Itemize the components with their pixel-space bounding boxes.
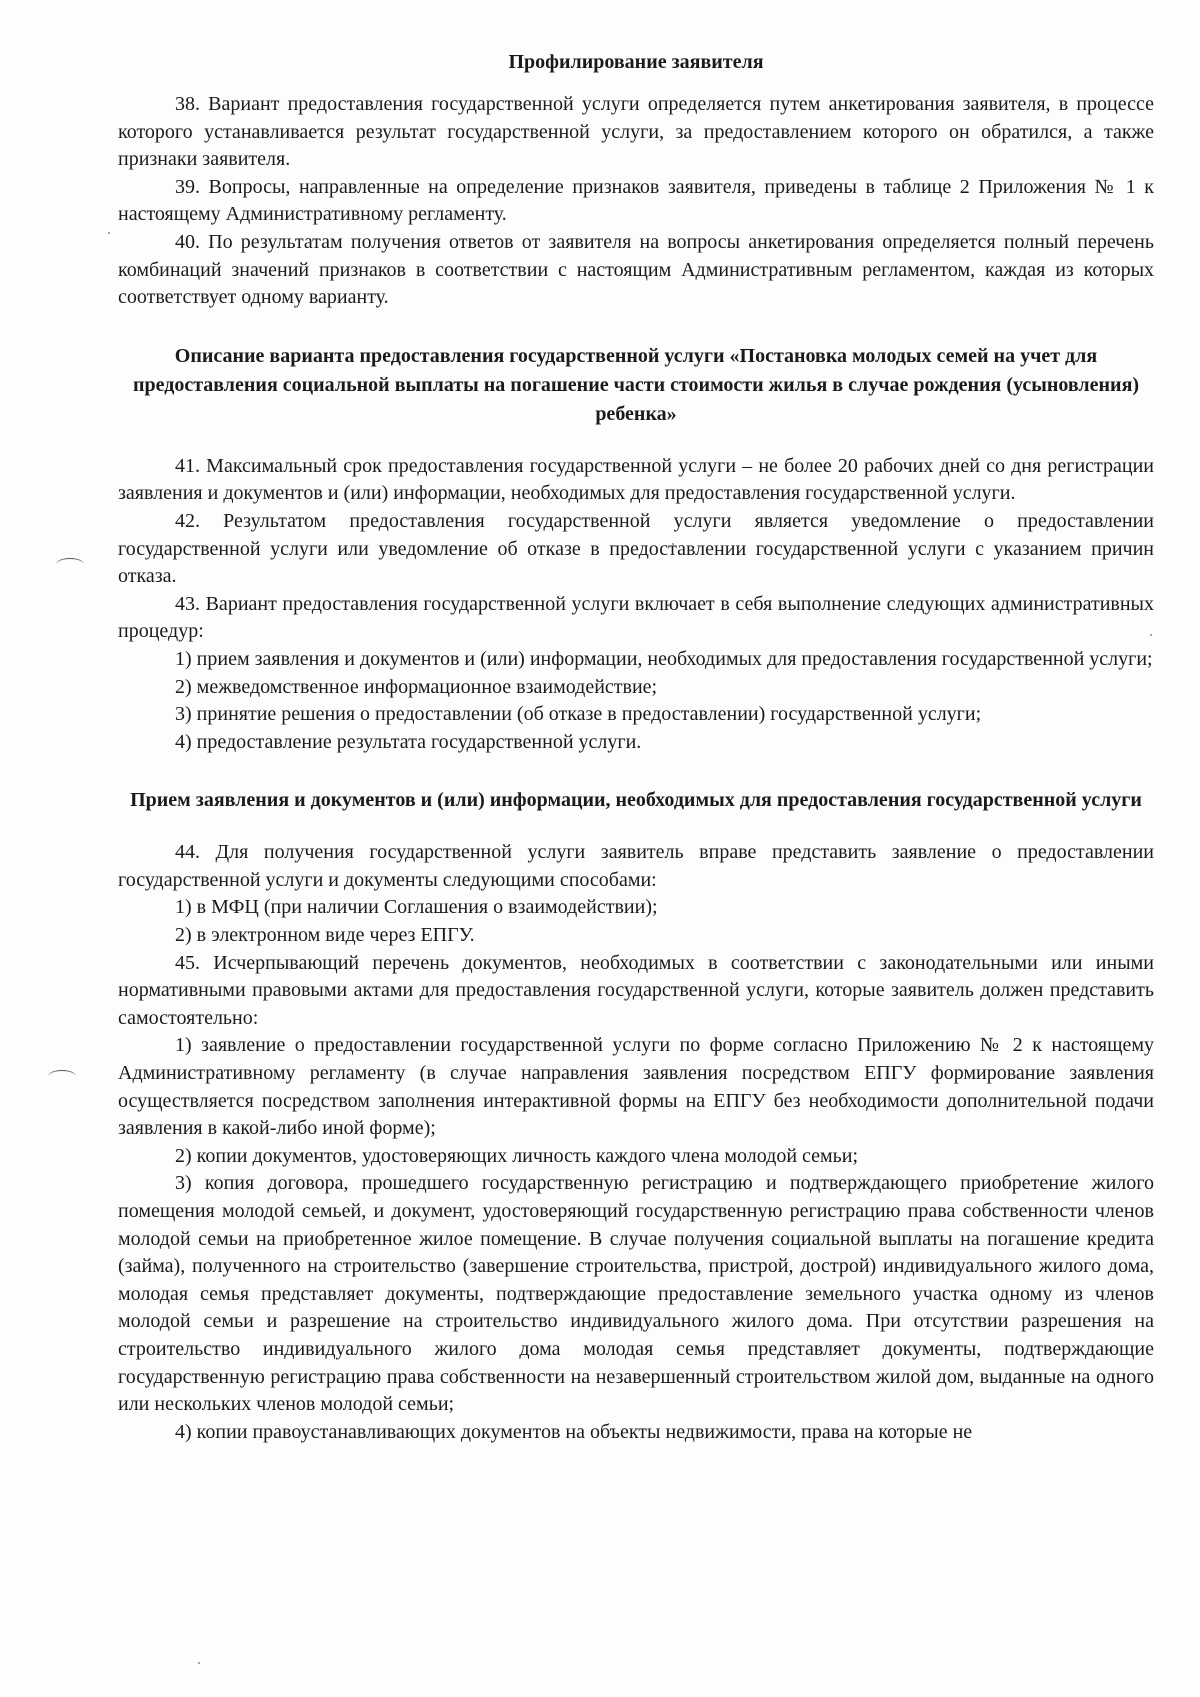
scan-speck: [198, 1662, 200, 1664]
margin-mark: [48, 1070, 76, 1083]
list-item-45-3: 3) копия договора, прошедшего государственную регистрацию и подтверждающего приобретение жилого помещения молодой семьей, и документ, удостоверяющий государственную регистрацию права собственности членов молодой семьи на приобретенное жилое помещение. В случае получения социальной выплаты на погашение кредита (займа), полученного на строительство (завершение строительства, пристрой, дострой) индивидуального жилого дома, молодая семья представляет документы, подтверждающие предоставление земельного участка одному из членов молодой семьи и разрешение на строительство индивидуального жилого дома. При отсутствии разрешения на строительство индивидуального жилого дома молодая семья представляет документы, подтверждающие государственную регистрацию права собственности на незавершенный строительством жилой дом, выданные на одного или нескольких членов молодой семьи;: [118, 1172, 1154, 1416]
section-heading-reception: Прием заявления и документов и (или) информации, необходимых для предоставления государственной услуги: [130, 789, 1142, 812]
list-item-43-2: 2) межведомственное информационное взаимодействие;: [175, 675, 658, 698]
scan-speck: [108, 232, 110, 234]
paragraph-42: 42. Результатом предоставления государственной услуги является уведомление о предоставлении государственной услуги или уведомление об отказе в предоставлении государственной услуги с указанием причин отказа.: [118, 509, 1154, 588]
list-item-44-2: 2) в электронном виде через ЕПГУ.: [175, 924, 475, 947]
paragraph-45: 45. Исчерпывающий перечень документов, необходимых в соответствии с законодательными или иными нормативными правовыми актами для предоставления государственной услуги, которые заявитель должен представить самостоятельно:: [118, 951, 1154, 1029]
paragraph-43: 43. Вариант предоставления государственной услуги включает в себя выполнение следующих административных процедур:: [118, 592, 1154, 643]
list-item-43-1: 1) прием заявления и документов и (или) информации, необходимых для предоставления государственной услуги;: [175, 647, 1153, 670]
list-item-43-3: 3) принятие решения о предоставлении (об отказе в предоставлении) государственной услуги;: [175, 703, 982, 726]
list-item-44-1: 1) в МФЦ (при наличии Соглашения о взаимодействии);: [175, 896, 658, 919]
paragraph-41: 41. Максимальный срок предоставления государственной услуги – не более 20 рабочих дней со дня регистрации заявления и документов и (или) информации, необходимых для предоставления государственной услуги.: [118, 454, 1154, 505]
paragraph-40: 40. По результатам получения ответов от заявителя на вопросы анкетирования определяется полный перечень комбинаций значений признаков в соответствии с настоящим Административным регламентом, каждая из которых соответствует одному варианту.: [118, 230, 1154, 309]
list-item-45-1: 1) заявление о предоставлении государственной услуги по форме согласно Приложению № 2 к настоящему Административному регламенту (в случае направления заявления посредством ЕПГУ формирование заявления осуществляется посредством заполнения интерактивной формы на ЕПГУ без необходимости дополнительной подачи заявления в какой-либо иной форме);: [118, 1034, 1154, 1140]
list-item-45-4: 4) копии правоустанавливающих документов на объекты недвижимости, права на которые не: [175, 1420, 973, 1443]
paragraph-39: 39. Вопросы, направленные на определение признаков заявителя, приведены в таблице 2 Приложения № 1 к настоящему Административному регламенту.: [118, 175, 1154, 226]
list-item-45-2: 2) копии документов, удостоверяющих личность каждого члена молодой семьи;: [175, 1144, 859, 1167]
paragraph-44: 44. Для получения государственной услуги заявитель вправе представить заявление о предоставлении государственной услуги и документы следующими способами:: [118, 841, 1154, 891]
margin-mark: [56, 558, 84, 571]
document-body: [118, 48, 1154, 1446]
section-heading-profiling: Профилирование заявителя: [508, 51, 764, 73]
paragraph-38: 38. Вариант предоставления государственной услуги определяется путем анкетирования заявителя, в процессе которого устанавливается результат государственной услуги, за предоставлением которого он обратился, а также признаки заявителя.: [118, 93, 1154, 171]
list-item-43-4: 4) предоставление результата государственной услуги.: [175, 730, 642, 753]
section-heading-variant: Описание варианта предоставления государственной услуги «Постановка молодых семей на учет для предоставления социальной выплаты на погашение части стоимости жилья в случае рождения (усыновления) ребенка»: [132, 344, 1140, 425]
